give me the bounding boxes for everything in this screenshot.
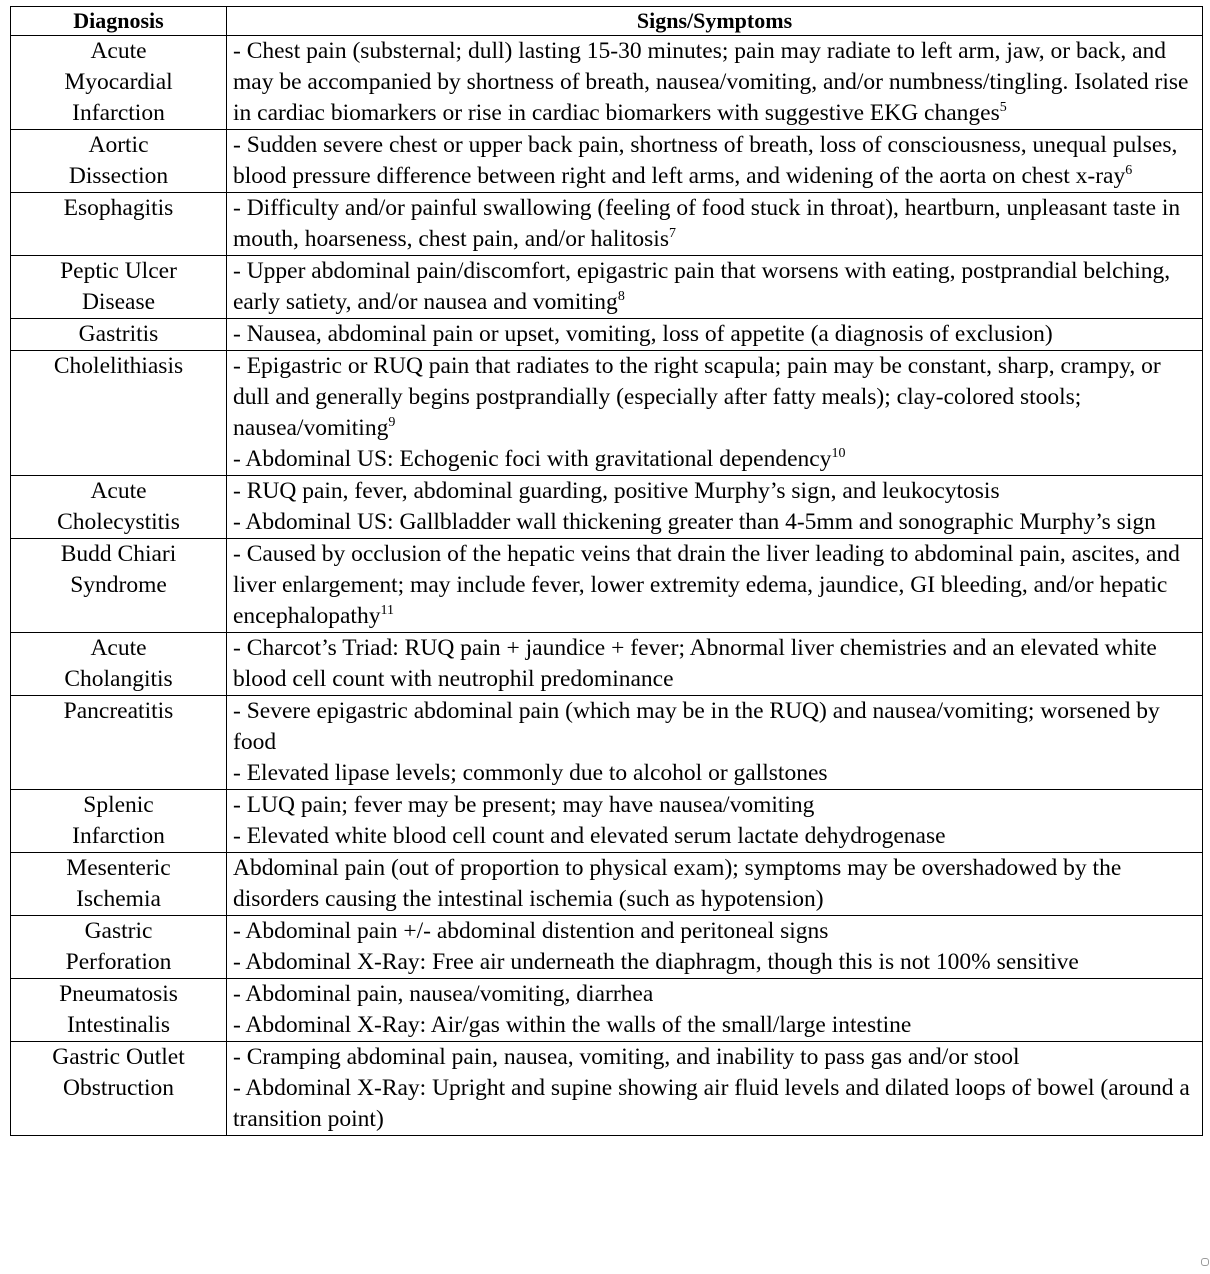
reference-superscript: 7	[668, 226, 676, 242]
table-row	[11, 130, 1203, 193]
diagnosis-name-line: Cholecystitis	[57, 509, 180, 535]
table-row	[11, 256, 1203, 319]
diagnosis-name-line: Perforation	[65, 949, 172, 975]
table-row	[11, 351, 1203, 476]
symptom-text: - Abdominal US: Echogenic foci with gravitational dependency	[233, 446, 832, 472]
signs-symptoms-cell	[227, 1042, 1203, 1136]
signs-symptoms-cell	[227, 696, 1203, 790]
reference-superscript: 5	[999, 100, 1007, 116]
reference-superscript: 6	[1125, 163, 1133, 179]
symptom-text: - Abdominal pain, nausea/vomiting, diarrhea	[233, 981, 654, 1007]
corner-marker	[1201, 1258, 1209, 1266]
symptom-line	[233, 853, 1196, 915]
symptom-text: - Severe epigastric abdominal pain (which may be in the RUQ) and nausea/vomiting; worsened by food	[233, 698, 1160, 755]
table-row	[11, 319, 1203, 351]
table-row	[11, 790, 1203, 853]
diagnosis-name-line: Cholangitis	[64, 666, 173, 692]
signs-symptoms-cell	[227, 351, 1203, 476]
table-row	[11, 193, 1203, 256]
signs-symptoms-cell	[227, 36, 1203, 130]
symptom-line	[233, 36, 1196, 129]
symptom-text: - Elevated white blood cell count and elevated serum lactate dehydrogenase	[233, 823, 946, 849]
table-body	[11, 36, 1203, 1136]
signs-symptoms-cell	[227, 916, 1203, 979]
symptom-text: - Elevated lipase levels; commonly due to alcohol or gallstones	[233, 760, 828, 786]
signs-symptoms-cell	[227, 193, 1203, 256]
diagnosis-name-line: Esophagitis	[63, 195, 174, 221]
diagnosis-cell	[11, 193, 227, 256]
diagnosis-name-line: Pancreatitis	[63, 698, 174, 724]
diagnosis-name-line: Budd Chiari	[60, 541, 177, 567]
diagnosis-name-line: Peptic Ulcer	[60, 258, 177, 284]
diagnosis-cell	[11, 1042, 227, 1136]
diagnosis-cell	[11, 351, 227, 476]
symptom-text: - Abdominal X-Ray: Upright and supine showing air fluid levels and dilated loops of bowel (around a transition point)	[233, 1075, 1190, 1132]
diagnosis-name-line: Infarction	[72, 823, 165, 849]
signs-symptoms-cell	[227, 319, 1203, 351]
diagnosis-name-line: Ischemia	[76, 886, 161, 912]
signs-symptoms-cell	[227, 256, 1203, 319]
table-row	[11, 696, 1203, 790]
diagnosis-name-line: Cholelithiasis	[53, 353, 184, 379]
diagnosis-cell	[11, 36, 227, 130]
reference-superscript: 11	[380, 603, 394, 619]
diagnosis-cell	[11, 539, 227, 633]
symptom-line	[233, 476, 1196, 507]
diagnosis-name-line: Syndrome	[70, 572, 167, 598]
table-row	[11, 476, 1203, 539]
symptom-line	[233, 821, 1196, 852]
table-row	[11, 1042, 1203, 1136]
diagnosis-cell	[11, 979, 227, 1042]
reference-superscript: 10	[831, 446, 846, 462]
diagnosis-cell	[11, 696, 227, 790]
header-diagnosis: Diagnosis	[11, 7, 227, 36]
signs-symptoms-cell	[227, 979, 1203, 1042]
symptom-line	[233, 1042, 1196, 1073]
symptom-text: - Cramping abdominal pain, nausea, vomiting, and inability to pass gas and/or stool	[233, 1044, 1020, 1070]
symptom-line	[233, 539, 1196, 632]
symptom-line	[233, 1073, 1196, 1135]
diagnosis-cell	[11, 916, 227, 979]
diagnosis-name-line: Acute	[90, 635, 147, 661]
diagnosis-cell	[11, 476, 227, 539]
symptom-text: - Epigastric or RUQ pain that radiates to the right scapula; pain may be constant, sharp, crampy, or dull and generally begins postprandially (especially after fatty meals); clay-colored stools; nausea/vomiting	[233, 353, 1161, 441]
table-row	[11, 916, 1203, 979]
diagnosis-name-line: Aortic	[88, 132, 149, 158]
diagnosis-cell	[11, 319, 227, 351]
table-row	[11, 36, 1203, 130]
symptom-line	[233, 758, 1196, 789]
symptom-line	[233, 193, 1196, 255]
diagnosis-cell	[11, 130, 227, 193]
diagnosis-name-line: Acute	[90, 478, 147, 504]
table-row	[11, 979, 1203, 1042]
diagnosis-name-line: Gastritis	[78, 321, 159, 347]
symptom-line	[233, 130, 1196, 192]
diagnosis-cell	[11, 256, 227, 319]
header-signs-symptoms: Signs/Symptoms	[227, 7, 1203, 36]
diagnosis-name-line: Obstruction	[63, 1075, 174, 1101]
symptom-line	[233, 916, 1196, 947]
symptom-line	[233, 444, 1196, 475]
table-row	[11, 853, 1203, 916]
symptom-text: - Charcot’s Triad: RUQ pain + jaundice + fever; Abnormal liver chemistries and an elevated white blood cell count with neutrophil predominance	[233, 635, 1157, 692]
symptom-line	[233, 319, 1196, 350]
symptom-text: - Abdominal pain +/- abdominal distention and peritoneal signs	[233, 918, 829, 944]
symptom-text: - Upper abdominal pain/discomfort, epigastric pain that worsens with eating, postprandial belching, early satiety, and/or nausea and vomiting	[233, 258, 1171, 315]
diagnosis-name-line: Myocardial	[64, 69, 173, 95]
diagnosis-name-line: Infarction	[72, 100, 165, 126]
symptom-line	[233, 790, 1196, 821]
diagnosis-name-line: Disease	[81, 289, 156, 315]
symptom-text: Abdominal pain (out of proportion to physical exam); symptoms may be overshadowed by the disorders causing the intestinal ischemia (such as hypotension)	[233, 855, 1122, 912]
symptom-line	[233, 979, 1196, 1010]
signs-symptoms-cell	[227, 790, 1203, 853]
reference-superscript: 8	[617, 289, 625, 305]
symptom-text: - Difficulty and/or painful swallowing (feeling of food stuck in throat), heartburn, unpleasant taste in mouth, hoarseness, chest pain, and/or halitosis	[233, 195, 1181, 252]
diagnosis-table	[10, 6, 1203, 1136]
signs-symptoms-cell	[227, 130, 1203, 193]
symptom-text: - Abdominal X-Ray: Air/gas within the walls of the small/large intestine	[233, 1012, 912, 1038]
diagnosis-name-line: Pneumatosis	[59, 981, 178, 1007]
symptom-text: - Chest pain (substernal; dull) lasting 15-30 minutes; pain may radiate to left arm, jaw, or back, and may be accompanied by shortness of breath, nausea/vomiting, and/or numbness/tingling. Isolated rise in cardiac biomarkers or rise in cardiac biomarkers with suggestive EKG changes	[233, 38, 1189, 126]
reference-superscript: 9	[388, 415, 396, 431]
symptom-line	[233, 947, 1196, 978]
symptom-text: - LUQ pain; fever may be present; may have nausea/vomiting	[233, 792, 815, 818]
diagnosis-cell	[11, 853, 227, 916]
symptom-line	[233, 696, 1196, 758]
signs-symptoms-cell	[227, 539, 1203, 633]
symptom-text: - Sudden severe chest or upper back pain, shortness of breath, loss of consciousness, unequal pulses, blood pressure difference between right and left arms, and widening of the aorta on chest x-ray	[233, 132, 1178, 189]
symptom-line	[233, 256, 1196, 318]
signs-symptoms-cell	[227, 476, 1203, 539]
diagnosis-name-line: Mesenteric	[66, 855, 171, 881]
symptom-text: - Caused by occlusion of the hepatic veins that drain the liver leading to abdominal pain, ascites, and liver enlargement; may include fever, lower extremity edema, jaundice, GI bleeding, and/or hepatic encephalopathy	[233, 541, 1180, 629]
symptom-line	[233, 633, 1196, 695]
header-row	[11, 7, 1203, 36]
symptom-text: - Abdominal US: Gallbladder wall thickening greater than 4-5mm and sonographic Murphy’s sign	[233, 509, 1156, 535]
symptom-line	[233, 351, 1196, 444]
signs-symptoms-cell	[227, 853, 1203, 916]
diagnosis-name-line: Acute	[90, 38, 147, 64]
diagnosis-name-line: Splenic	[83, 792, 154, 818]
signs-symptoms-cell	[227, 633, 1203, 696]
symptom-text: - Nausea, abdominal pain or upset, vomiting, loss of appetite (a diagnosis of exclusion)	[233, 321, 1053, 347]
symptom-text: - Abdominal X-Ray: Free air underneath the diaphragm, though this is not 100% sensitive	[233, 949, 1079, 975]
symptom-line	[233, 507, 1196, 538]
diagnosis-name-line: Gastric	[84, 918, 153, 944]
diagnosis-cell	[11, 790, 227, 853]
symptom-text: - RUQ pain, fever, abdominal guarding, positive Murphy’s sign, and leukocytosis	[233, 478, 1000, 504]
symptom-line	[233, 1010, 1196, 1041]
diagnosis-name-line: Gastric Outlet	[52, 1044, 185, 1070]
diagnosis-name-line: Dissection	[68, 163, 169, 189]
diagnosis-cell	[11, 633, 227, 696]
table-row	[11, 539, 1203, 633]
table-row	[11, 633, 1203, 696]
diagnosis-name-line: Intestinalis	[66, 1012, 171, 1038]
